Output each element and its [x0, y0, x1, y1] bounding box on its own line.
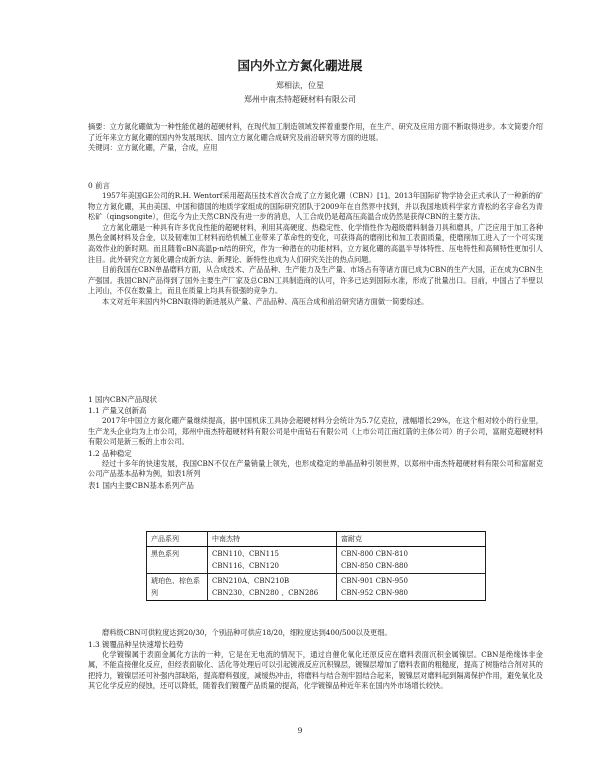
- subsection-1-3-text: 化学镀镍属于表面金属化方法的一种，它是在无电流的情况下，通过自催化氧化还原反应在磨料表面沉积金属镍层。CBN是绝缘体非金属，不能直接催化反应，但经表面敏化、活化等处理后可以引起镀液反应沉积镍层，镀镍层增加了磨料表面的粗糙度，提高了树脂结合剂对其的把持力，镀镍层还可补强内部缺陷，提高磨料强度，减缓热冲击，将磨料与结合剂牢固结合起来，镀镍层对磨料起到隔离保护作用，避免氧化及其它化学反应的侵蚀，还可以降低，随着我们镀覆产品质量的提高，化学镀镍品种近年来在国内外市场增长较快。: [88, 649, 543, 691]
- abstract-block: [88, 122, 543, 154]
- table-cell-series: 琥珀色、棕色系列: [147, 574, 208, 601]
- abstract-text: 摘要：立方氮化硼做为一种性能优越的超硬材料，在现代加工制造领域发挥着重要作用，在生产、研究及应用方面不断取得进步。本文简要介绍了近年来立方氮化硼的国内外发展现状、国内立方氮化硼合成研究及前沿研究等方面的进展。: [88, 122, 543, 142]
- author-line: 郑相法，位星: [276, 81, 324, 90]
- product-line: CBN110、CBN115: [212, 550, 279, 558]
- table-caption: 表1 国内主要CBN基本系列产品: [88, 480, 194, 490]
- product-line: CBN-901 CBN-950: [341, 577, 408, 585]
- subsection-1-1-heading: 1.1 产量又创新高: [88, 406, 147, 415]
- table-header-cell: 产品系列: [147, 532, 208, 547]
- cbn-products-table: [146, 531, 486, 601]
- table-cell-series: 黑色系列: [147, 547, 208, 574]
- page-number: 9: [297, 726, 303, 735]
- subsection-1-1-text: 2017年中国立方氮化硼产量继续提高，据中国机床工具协会超硬材料分会统计为5.7亿克拉，涨幅增长29%，在这个相对较小的行业里，生产龙头企业均为上市公司，郑州中南杰特超硬材料有限公司是中南钻石有限公司（上市公司江南红箭的主体公司）的子公司，富耐克超硬材料有限公司是新三板的上市公司。: [88, 416, 543, 447]
- intro-paragraph: 立方氮化硼是一种具有许多优良性能的超硬材料，利用其高硬度、热稳定性、化学惰性作为超级磨料制备刀具和磨具，广泛应用于加工各种黑色金属材料及合金，以及韧难加工材料而给机械工业带来了革命性的变化，可获得高的磨削比和加工表面质量，使磨削加工进入了一个可实现高效作业的新时期。而且随着cBN高温p-n结的研究，作为一种潜在的功能材料，立方氮化硼的高温半导体特性、压电特性和高频特性更加引人注目。此外研究立方氮化硼合成新方法、新理论、新特性也成为人们研究关注的热点问题。: [88, 222, 543, 264]
- subsection-1-2-heading: 1.2 品种稳定: [88, 448, 132, 458]
- table-row: [147, 574, 486, 601]
- intro-paragraph: 1957年美国GE公司的R.H. Wentorf采用超高压技术首次合成了立方氮化硼（CBN）[1]。2013年国际矿物学协会正式承认了一种新的矿物立方氮化硼，其由美国、中国和德国的地质学家组成的国际研究团队于2009年在自然界中找到，并以我国地质科学家方青松的名字命名为青松矿（qingsongite），但迄今为止天然CBN没有进一步的消息，人工合成仍是超高压高温合成仍然是获得CBN的主要方法。: [88, 191, 543, 222]
- intro-section: [88, 180, 543, 308]
- keywords-line: 关键词：立方氮化硼，产量，合成，应用: [88, 143, 218, 153]
- product-line: CBN210A、CBN210B: [212, 577, 290, 585]
- intro-paragraph: 本文对近年来国内外CBN取得的新进展从产量、产品品种、高压合成和前沿研究诸方面做一简要综述。: [102, 296, 429, 306]
- product-line: CBN-850 CBN-880: [341, 562, 408, 570]
- grit-size-text: 磨料级CBN可供粒度达到20/30，个别品种可供应18/20，细粒度达到400/500以及更细。: [102, 628, 392, 637]
- table-row: [147, 547, 486, 574]
- affiliation-line: 郑州中南杰特超硬材料有限公司: [244, 95, 356, 104]
- intro-heading: 0 前言: [88, 181, 110, 190]
- table-cell-zhongnan: [208, 574, 337, 601]
- intro-paragraph: 目前我国在CBN单晶磨料方面，从合成技术、产品品种、生产能力及生产量、市场占有等诸方面已成为CBN的生产大国，正在成为CBN生产强国。我国CBN产品得到了国外主要生产厂家及总CBN工具制造商的认可，许多已达到国际水准，形成了批量出口。目前，中国占了半壁以上河山，不仅在数量上，而且在质量上均具有很强的竞争力。: [88, 265, 543, 296]
- table-header-row: [147, 532, 486, 547]
- product-line: CBN-800 CBN-810: [341, 550, 408, 558]
- subsection-1-2-text: 经过十多年的快速发展，我国CBN不仅在产量销量上领先，也形成稳定的单晶品种引领世界，以郑州中南杰特超硬材料有限公司和富耐克公司产品基本品种为例，如表1所列: [88, 458, 543, 479]
- table-cell-funike: [337, 547, 486, 574]
- paper-title: 国内外立方氮化硼进展: [237, 58, 363, 73]
- section-1-heading: 1 国内CBN产品现状: [88, 395, 157, 404]
- subsection-1-3-heading: 1.3 镀覆品种呈快速增长趋势: [88, 639, 184, 649]
- table-header-cell: 中南杰特: [208, 532, 337, 547]
- table-cell-zhongnan: [208, 547, 337, 574]
- product-line: CBN230、CBN280 、CBN286: [212, 589, 319, 597]
- table-header-cell: 富耐克: [337, 532, 486, 547]
- product-line: CBN-952 CBN-980: [341, 589, 408, 597]
- section-1: [88, 394, 543, 491]
- table-cell-funike: [337, 574, 486, 601]
- section-1-continued: [88, 628, 543, 692]
- product-line: CBN116、CBN120: [212, 562, 279, 570]
